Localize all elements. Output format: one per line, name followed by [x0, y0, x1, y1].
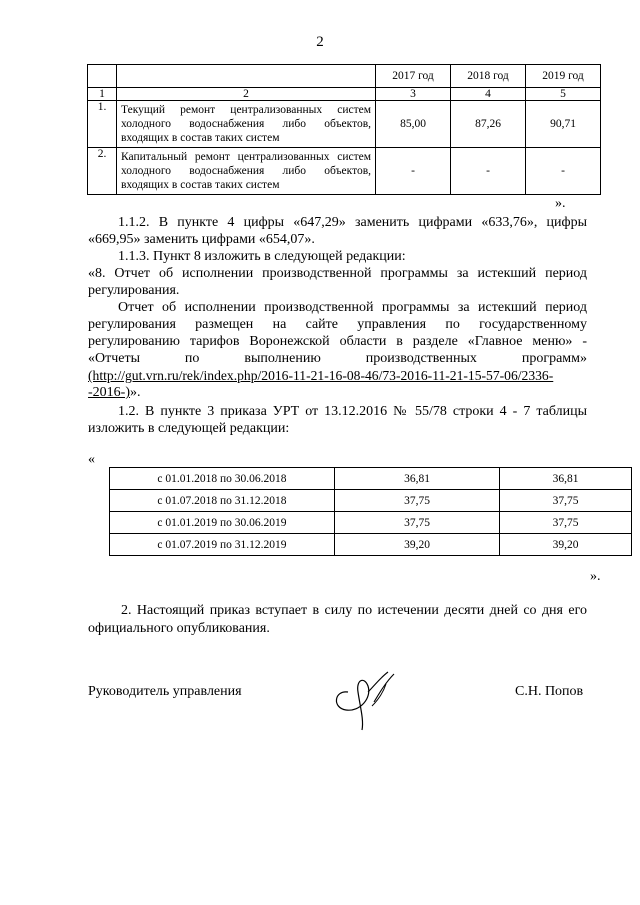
header-year: 2018 год: [451, 65, 526, 88]
page-number: 2: [316, 34, 324, 50]
table-row: [88, 148, 601, 195]
value-2017: 85,00: [376, 101, 451, 148]
col-number: 1: [88, 88, 117, 101]
period-cell: с 01.07.2018 по 31.12.2018: [110, 490, 335, 512]
col-number: 3: [376, 88, 451, 101]
signature-icon: [328, 662, 408, 732]
table-row: [110, 534, 632, 556]
table-row: [110, 490, 632, 512]
paragraph-1-1-2: 1.1.2. В пункте 4 цифры «647,29» заменить цифрами «633,76», цифры: [118, 215, 587, 230]
report-link-cont: [88, 384, 141, 401]
paragraph-8: «8. Отчет об исполнении производственной программы за истекший период: [88, 266, 587, 281]
report-paragraph: регулирования размещен на сайте управления по государственному: [88, 317, 587, 332]
row-description: Капитальный ремонт централизованных систем холодного водоснабжения либо объектов, входящих в состав таких систем: [117, 148, 376, 195]
paragraph-1-2: 1.2. В пункте 3 приказа УРТ от 13.12.2016 № 55/78 строки 4 - 7 таблицы: [118, 404, 587, 419]
signer-name: С.Н. Попов: [515, 684, 584, 699]
report-link[interactable]: -2016-): [88, 385, 130, 400]
value-2017: -: [376, 148, 451, 195]
tariff-cell: 36,81: [500, 468, 632, 490]
tariff-cell: 37,75: [335, 490, 500, 512]
col-number: 5: [526, 88, 601, 101]
row-number: 2.: [88, 148, 117, 195]
signer-position: Руководитель управления: [88, 684, 242, 699]
col-number: 4: [451, 88, 526, 101]
open-quote: «: [88, 452, 95, 467]
final-paragraph-cont: официального опубликования.: [88, 621, 270, 636]
row-description: Текущий ремонт централизованных систем холодного водоснабжения либо объектов, входящих в состав таких систем: [117, 101, 376, 148]
tariff-cell: 39,20: [500, 534, 632, 556]
value-2019: 90,71: [526, 101, 601, 148]
repair-costs-table: [87, 64, 601, 195]
value-2018: 87,26: [451, 101, 526, 148]
tariff-cell: 37,75: [500, 512, 632, 534]
header-year: 2019 год: [526, 65, 601, 88]
value-2019: -: [526, 148, 601, 195]
tariff-cell: 36,81: [335, 468, 500, 490]
paragraph-8-cont: регулирования.: [88, 283, 180, 298]
report-paragraph: регулированию тарифов Воронежской области в разделе «Главное меню» -: [88, 334, 587, 349]
tariff-cell: 39,20: [335, 534, 500, 556]
paragraph-1-2-cont: изложить в следующей редакции:: [88, 421, 290, 436]
column-numbers-row: [88, 88, 601, 101]
table-header-row: [88, 65, 601, 88]
final-paragraph: 2. Настоящий приказ вступает в силу по истечении десяти дней со дня его: [121, 603, 587, 618]
table-row: [88, 101, 601, 148]
tariff-cell: 37,75: [500, 490, 632, 512]
report-paragraph: «Отчеты по выполнению производственных программ»: [88, 351, 587, 366]
col-number: 2: [117, 88, 376, 101]
paragraph-1-1-3: 1.1.3. Пункт 8 изложить в следующей редакции:: [118, 249, 406, 264]
tariff-cell: 37,75: [335, 512, 500, 534]
period-cell: с 01.01.2018 по 30.06.2018: [110, 468, 335, 490]
table-row: [110, 468, 632, 490]
closing-quote: ».: [555, 196, 566, 211]
tariff-periods-table: [109, 467, 632, 556]
row-number: 1.: [88, 101, 117, 148]
report-link[interactable]: (http://gut.vrn.ru/rek/index.php/2016-11-21-16-08-46/73-2016-11-21-15-57-06/2336-: [88, 368, 554, 383]
value-2018: -: [451, 148, 526, 195]
period-cell: с 01.07.2019 по 31.12.2019: [110, 534, 335, 556]
table-row: [110, 512, 632, 534]
report-paragraph: Отчет об исполнении производственной программы за истекший период: [118, 300, 587, 315]
paragraph-1-1-2-cont: «669,95» заменить цифрами «654,07».: [88, 232, 315, 247]
header-year: 2017 год: [376, 65, 451, 88]
report-end-quote: ».: [130, 385, 141, 400]
closing-quote: ».: [590, 569, 601, 584]
period-cell: с 01.01.2019 по 30.06.2019: [110, 512, 335, 534]
